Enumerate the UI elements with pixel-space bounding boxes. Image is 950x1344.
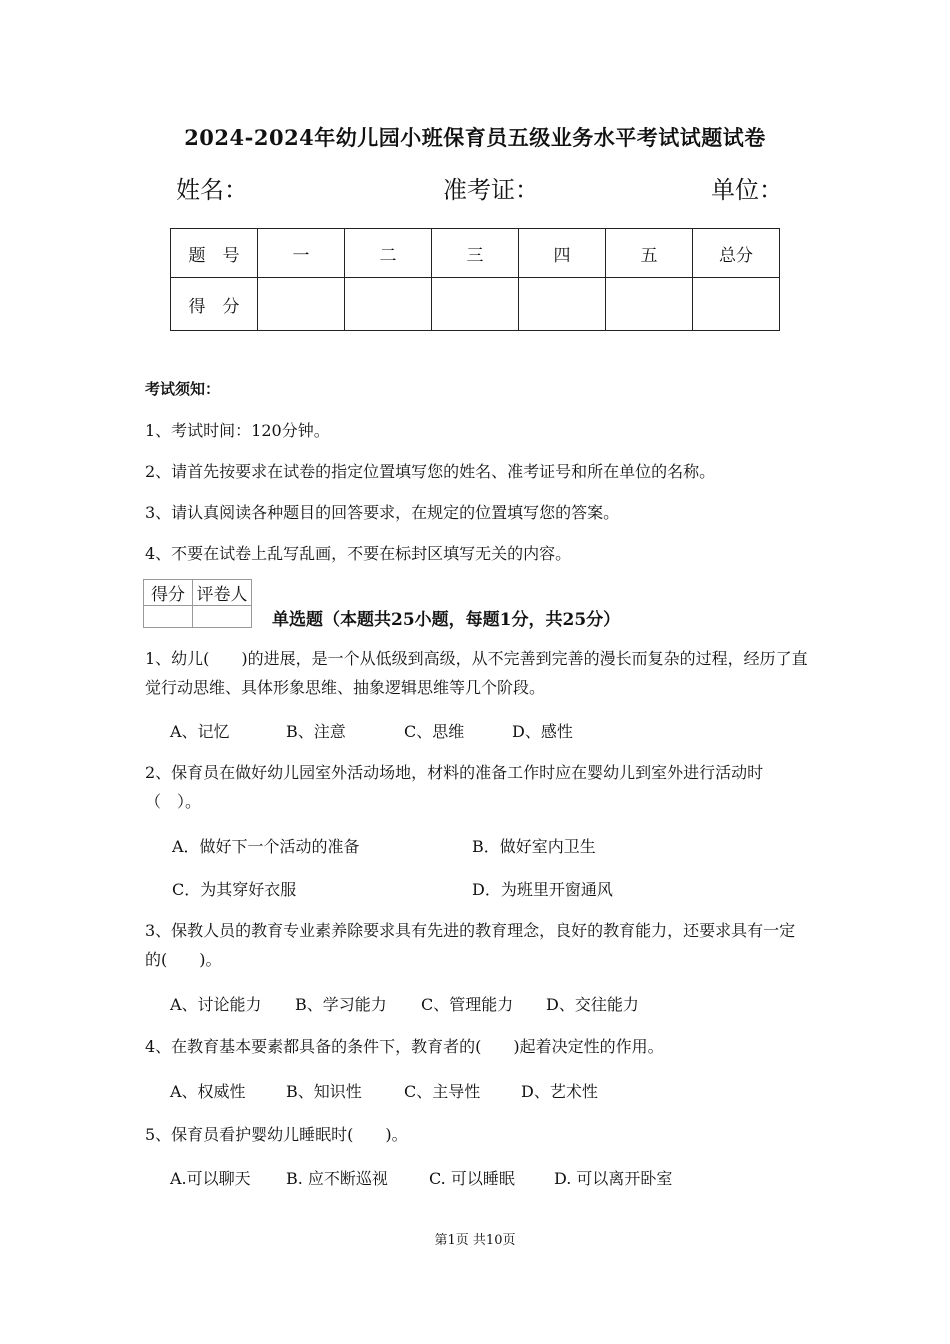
question-3-option-b[interactable]: B、学习能力 [295, 995, 387, 1014]
score-header-cell: 一 [258, 229, 345, 278]
score-header-cell: 三 [432, 229, 519, 278]
page-title: 2024-2024年幼儿园小班保育员五级业务水平考试试题试卷 [184, 125, 766, 150]
score-table [170, 228, 780, 331]
question-5-option-d[interactable]: D. 可以离开卧室 [554, 1169, 673, 1188]
question-4-option-b[interactable]: B、知识性 [286, 1082, 362, 1101]
question-1-option-c[interactable]: C、思维 [404, 722, 465, 741]
question-4-option-a[interactable]: A、权威性 [170, 1082, 246, 1101]
question-1-option-b[interactable]: B、注意 [286, 722, 346, 741]
exam-number-field-label: 准考证： [443, 176, 539, 204]
score-cell[interactable] [258, 278, 345, 331]
question-1-option-d[interactable]: D、感性 [512, 722, 573, 741]
question-2-text: 2、保育员在做好幼儿园室外活动场地，材料的准备工作时应在婴幼儿到室外进行活动时（ ）。 [145, 763, 764, 811]
question-2-option-c[interactable]: C．为其穿好衣服 [172, 880, 297, 899]
score-cell[interactable] [693, 278, 780, 331]
score-header-cell: 题 号 [171, 229, 258, 278]
question-5-option-c[interactable]: C. 可以睡眠 [429, 1169, 515, 1188]
page-footer: 第1页 共10页 [434, 1233, 516, 1248]
notice-item: 4、不要在试卷上乱写乱画，不要在标封区填写无关的内容。 [145, 544, 572, 563]
grader-score-label: 得分 [144, 580, 193, 606]
grader-score-cell[interactable] [144, 606, 193, 628]
question-2-option-b[interactable]: B．做好室内卫生 [472, 837, 596, 856]
name-field-label: 姓名： [176, 176, 248, 204]
question-2-option-d[interactable]: D．为班里开窗通风 [472, 880, 613, 899]
score-cell[interactable] [606, 278, 693, 331]
question-5-text: 5、保育员看护婴幼儿睡眠时( )。 [145, 1125, 408, 1144]
question-3-option-a[interactable]: A、讨论能力 [170, 995, 262, 1014]
grader-table [143, 579, 252, 628]
question-3-option-d[interactable]: D、交往能力 [546, 995, 639, 1014]
question-3-option-c[interactable]: C、管理能力 [421, 995, 514, 1014]
question-1-text: 1、幼儿( )的进展，是一个从低级到高级，从不完善到完善的漫长而复杂的过程，经历了直觉行动思维、具体形象思维、抽象逻辑思维等几个阶段。 [145, 649, 808, 697]
question-4-option-c[interactable]: C、主导性 [404, 1082, 481, 1101]
notice-item: 3、请认真阅读各种题目的回答要求，在规定的位置填写您的答案。 [145, 503, 620, 522]
question-2-option-a[interactable]: A．做好下一个活动的准备 [172, 837, 360, 856]
question-5-option-b[interactable]: B. 应不断巡视 [286, 1169, 388, 1188]
question-1-option-a[interactable]: A、记忆 [170, 722, 230, 741]
notice-item: 1、考试时间：120分钟。 [145, 421, 330, 440]
score-header-cell: 五 [606, 229, 693, 278]
question-4-option-d[interactable]: D、艺术性 [521, 1082, 598, 1101]
grader-reviewer-cell[interactable] [193, 606, 252, 628]
question-4-text: 4、在教育基本要素都具备的条件下，教育者的( )起着决定性的作用。 [145, 1037, 664, 1056]
notice-heading: 考试须知： [145, 380, 221, 398]
score-cell[interactable] [519, 278, 606, 331]
section-title: 单选题（本题共25小题，每题1分，共25分） [272, 610, 621, 630]
notice-item: 2、请首先按要求在试卷的指定位置填写您的姓名、准考证号和所在单位的名称。 [145, 462, 716, 481]
question-5-option-a[interactable]: A.可以聊天 [170, 1169, 251, 1188]
score-header-cell: 二 [345, 229, 432, 278]
question-3-text: 3、保教人员的教育专业素养除要求具有先进的教育理念，良好的教育能力，还要求具有一定的( )。 [145, 921, 796, 969]
score-cell[interactable] [345, 278, 432, 331]
unit-field-label: 单位： [711, 176, 783, 204]
grader-reviewer-label: 评卷人 [193, 580, 252, 606]
score-header-cell: 四 [519, 229, 606, 278]
score-row-label: 得 分 [171, 278, 258, 331]
score-header-cell: 总分 [693, 229, 780, 278]
score-cell[interactable] [432, 278, 519, 331]
